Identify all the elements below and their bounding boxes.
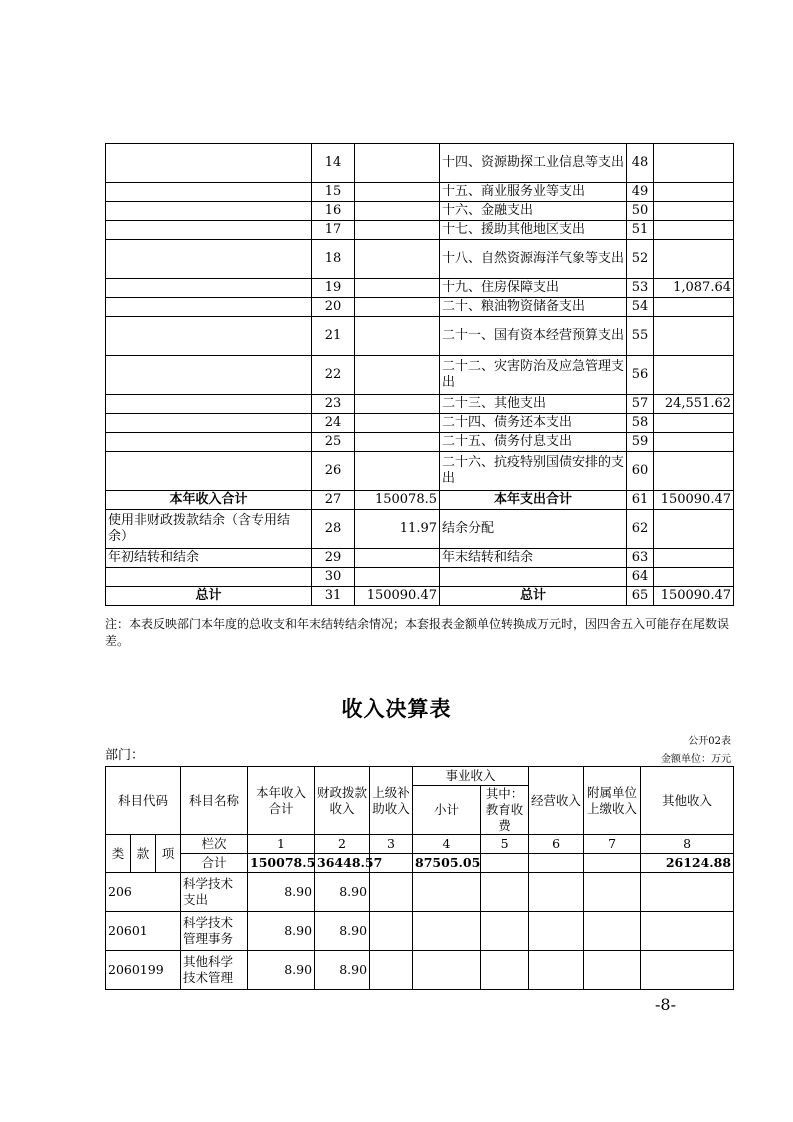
row-value: 8.90 bbox=[315, 873, 370, 912]
row-number: 53 bbox=[627, 279, 654, 298]
income-amount: 150090.47 bbox=[355, 587, 440, 606]
row-number: 29 bbox=[312, 549, 355, 568]
expense-amount: 150090.47 bbox=[654, 491, 734, 510]
expense-item: 二十、粮油物资储备支出 bbox=[440, 298, 627, 317]
expense-amount bbox=[654, 221, 734, 240]
row-value bbox=[641, 912, 734, 951]
income-amount bbox=[355, 395, 440, 414]
row-value bbox=[641, 951, 734, 990]
header-column-label: 栏次 bbox=[181, 835, 248, 854]
row-number: 52 bbox=[627, 240, 654, 279]
expense-item: 二十三、其他支出 bbox=[440, 395, 627, 414]
header-business-income: 事业收入 bbox=[413, 767, 529, 786]
row-number: 25 bbox=[312, 433, 355, 452]
income-amount bbox=[355, 452, 440, 491]
column-number: 3 bbox=[370, 835, 413, 854]
table-row bbox=[106, 221, 734, 240]
column-number: 4 bbox=[413, 835, 481, 854]
row-number: 20 bbox=[312, 298, 355, 317]
header-affiliated-income: 附属单位上缴收入 bbox=[584, 767, 641, 835]
row-value bbox=[641, 873, 734, 912]
row-value bbox=[370, 873, 413, 912]
expense-amount bbox=[654, 414, 734, 433]
table-row bbox=[106, 414, 734, 433]
header-code: 科目代码 bbox=[106, 767, 181, 835]
row-value bbox=[481, 912, 529, 951]
subject-name: 科学技术管理事务 bbox=[181, 912, 248, 951]
page-number: -8- bbox=[655, 995, 676, 1014]
expense-amount bbox=[654, 356, 734, 395]
row-value: 8.90 bbox=[248, 912, 315, 951]
expense-item: 十五、商业服务业等支出 bbox=[440, 183, 627, 202]
row-number: 22 bbox=[312, 356, 355, 395]
row-value bbox=[584, 873, 641, 912]
table-note: 注：本表反映部门本年度的总收支和年末结转结余情况；本套报表金额单位转换成万元时，因四舍五入可能存在尾数误差。 bbox=[105, 617, 730, 648]
expense-amount: 24,551.62 bbox=[654, 395, 734, 414]
row-value bbox=[529, 912, 584, 951]
income-item bbox=[106, 202, 312, 221]
subject-code: 2060199 bbox=[106, 951, 181, 990]
header-name: 科目名称 bbox=[181, 767, 248, 835]
header-total-income: 本年收入合计 bbox=[248, 767, 315, 835]
table-row bbox=[106, 183, 734, 202]
table-row bbox=[106, 587, 734, 606]
income-item bbox=[106, 395, 312, 414]
expense-item: 十六、金融支出 bbox=[440, 202, 627, 221]
income-amount bbox=[355, 144, 440, 183]
table-row bbox=[106, 395, 734, 414]
form-number: 公开02表 bbox=[688, 736, 731, 747]
income-amount: 11.97 bbox=[355, 510, 440, 549]
row-value bbox=[370, 912, 413, 951]
row-number: 19 bbox=[312, 279, 355, 298]
income-item bbox=[106, 221, 312, 240]
income-item bbox=[106, 568, 312, 587]
row-number: 56 bbox=[627, 356, 654, 395]
expense-amount: 150090.47 bbox=[654, 587, 734, 606]
income-expense-summary-table bbox=[105, 143, 734, 606]
row-value: 8.90 bbox=[248, 951, 315, 990]
header-kuan: 款 bbox=[131, 835, 156, 873]
row-value bbox=[413, 873, 481, 912]
row-number: 60 bbox=[627, 452, 654, 491]
total-value: 150078.5 bbox=[248, 854, 315, 873]
row-number: 58 bbox=[627, 414, 654, 433]
column-number: 1 bbox=[248, 835, 315, 854]
income-amount bbox=[355, 298, 440, 317]
row-number: 23 bbox=[312, 395, 355, 414]
header-row bbox=[106, 767, 734, 786]
income-item bbox=[106, 240, 312, 279]
row-number: 24 bbox=[312, 414, 355, 433]
expense-amount bbox=[654, 183, 734, 202]
table-row bbox=[106, 144, 734, 183]
income-amount bbox=[355, 221, 440, 240]
table-row bbox=[106, 951, 734, 990]
income-item bbox=[106, 298, 312, 317]
table-row bbox=[106, 510, 734, 549]
income-final-accounts-table bbox=[105, 766, 734, 990]
row-number: 64 bbox=[627, 568, 654, 587]
expense-amount bbox=[654, 568, 734, 587]
table-row bbox=[106, 873, 734, 912]
expense-amount bbox=[654, 433, 734, 452]
table-row bbox=[106, 491, 734, 510]
total-value bbox=[529, 854, 584, 873]
row-value: 8.90 bbox=[315, 912, 370, 951]
column-number: 6 bbox=[529, 835, 584, 854]
column-number: 5 bbox=[481, 835, 529, 854]
expense-amount: 1,087.64 bbox=[654, 279, 734, 298]
income-amount bbox=[355, 356, 440, 395]
row-value bbox=[481, 951, 529, 990]
income-amount bbox=[355, 433, 440, 452]
table-row bbox=[106, 240, 734, 279]
subject-code: 206 bbox=[106, 873, 181, 912]
income-item: 使用非财政拨款结余（含专用结余） bbox=[106, 510, 312, 549]
header-lei: 类 bbox=[106, 835, 131, 873]
table-row bbox=[106, 912, 734, 951]
row-number: 27 bbox=[312, 491, 355, 510]
income-item bbox=[106, 144, 312, 183]
row-value: 8.90 bbox=[315, 951, 370, 990]
row-number: 48 bbox=[627, 144, 654, 183]
income-amount bbox=[355, 202, 440, 221]
row-value bbox=[413, 951, 481, 990]
column-number: 8 bbox=[641, 835, 734, 854]
expense-item: 十九、住房保障支出 bbox=[440, 279, 627, 298]
row-number: 49 bbox=[627, 183, 654, 202]
row-value bbox=[529, 873, 584, 912]
table-row bbox=[106, 356, 734, 395]
expense-amount bbox=[654, 317, 734, 356]
income-amount bbox=[355, 183, 440, 202]
header-operating-income: 经营收入 bbox=[529, 767, 584, 835]
row-number: 51 bbox=[627, 221, 654, 240]
total-value: 87505.05 bbox=[413, 854, 481, 873]
row-number: 16 bbox=[312, 202, 355, 221]
table-row bbox=[106, 568, 734, 587]
expense-total-label: 本年支出合计 bbox=[440, 491, 627, 510]
header-education-fees: 其中：教育收费 bbox=[481, 786, 529, 835]
row-number: 63 bbox=[627, 549, 654, 568]
table-row bbox=[106, 549, 734, 568]
row-number: 30 bbox=[312, 568, 355, 587]
income-item bbox=[106, 183, 312, 202]
expense-item: 十七、援助其他地区支出 bbox=[440, 221, 627, 240]
income-amount bbox=[355, 414, 440, 433]
row-number: 17 bbox=[312, 221, 355, 240]
total-value bbox=[481, 854, 529, 873]
row-value bbox=[529, 951, 584, 990]
total-value bbox=[584, 854, 641, 873]
subject-code: 20601 bbox=[106, 912, 181, 951]
expense-item bbox=[440, 568, 627, 587]
header-superior-subsidy: 上级补助收入 bbox=[370, 767, 413, 835]
table-row bbox=[106, 298, 734, 317]
table-row bbox=[106, 433, 734, 452]
header-xiang: 项 bbox=[156, 835, 181, 873]
table-row bbox=[106, 279, 734, 298]
expense-item: 二十六、抗疫特别国债安排的支出 bbox=[440, 452, 627, 491]
unit-label: 金额单位：万元 bbox=[661, 754, 731, 765]
subject-name: 科学技术支出 bbox=[181, 873, 248, 912]
expense-amount bbox=[654, 202, 734, 221]
income-amount bbox=[355, 279, 440, 298]
expense-item: 结余分配 bbox=[440, 510, 627, 549]
table-row bbox=[106, 452, 734, 491]
expense-amount bbox=[654, 144, 734, 183]
income-amount bbox=[355, 240, 440, 279]
income-item bbox=[106, 414, 312, 433]
total-value: 36448.57 bbox=[315, 854, 370, 873]
page-title: 收入决算表 bbox=[341, 697, 452, 721]
expense-amount bbox=[654, 240, 734, 279]
expense-item: 二十四、债务还本支出 bbox=[440, 414, 627, 433]
row-number: 14 bbox=[312, 144, 355, 183]
row-value bbox=[584, 951, 641, 990]
grand-total-label: 总计 bbox=[106, 587, 312, 606]
column-number: 2 bbox=[315, 835, 370, 854]
expense-item: 年末结转和结余 bbox=[440, 549, 627, 568]
expense-amount bbox=[654, 549, 734, 568]
header-other-income: 其他收入 bbox=[641, 767, 734, 835]
expense-item: 十八、自然资源海洋气象等支出 bbox=[440, 240, 627, 279]
row-value: 8.90 bbox=[248, 873, 315, 912]
row-value bbox=[481, 873, 529, 912]
income-total-label: 本年收入合计 bbox=[106, 491, 312, 510]
row-number: 55 bbox=[627, 317, 654, 356]
department-label: 部门： bbox=[105, 748, 145, 763]
row-value bbox=[413, 912, 481, 951]
expense-item: 二十五、债务付息支出 bbox=[440, 433, 627, 452]
expense-item: 十四、资源勘探工业信息等支出 bbox=[440, 144, 627, 183]
expense-amount bbox=[654, 452, 734, 491]
row-number: 15 bbox=[312, 183, 355, 202]
row-number: 65 bbox=[627, 587, 654, 606]
grand-total-label: 总计 bbox=[440, 587, 627, 606]
row-number: 50 bbox=[627, 202, 654, 221]
row-number: 21 bbox=[312, 317, 355, 356]
column-number-row bbox=[106, 835, 734, 854]
income-amount bbox=[355, 549, 440, 568]
table-row bbox=[106, 202, 734, 221]
expense-item: 二十二、灾害防治及应急管理支出 bbox=[440, 356, 627, 395]
table-row bbox=[106, 317, 734, 356]
row-number: 62 bbox=[627, 510, 654, 549]
row-number: 28 bbox=[312, 510, 355, 549]
income-item bbox=[106, 317, 312, 356]
row-number: 54 bbox=[627, 298, 654, 317]
expense-item: 二十一、国有资本经营预算支出 bbox=[440, 317, 627, 356]
income-item bbox=[106, 279, 312, 298]
header-fiscal-allocation: 财政拨款收入 bbox=[315, 767, 370, 835]
column-number: 7 bbox=[584, 835, 641, 854]
total-label: 合计 bbox=[181, 854, 248, 873]
row-number: 57 bbox=[627, 395, 654, 414]
header-subtotal: 小计 bbox=[413, 786, 481, 835]
row-number: 18 bbox=[312, 240, 355, 279]
total-value: 26124.88 bbox=[641, 854, 734, 873]
row-number: 61 bbox=[627, 491, 654, 510]
expense-amount bbox=[654, 298, 734, 317]
income-item bbox=[106, 356, 312, 395]
total-row bbox=[106, 854, 734, 873]
income-item: 年初结转和结余 bbox=[106, 549, 312, 568]
income-item bbox=[106, 452, 312, 491]
row-value bbox=[370, 951, 413, 990]
row-number: 59 bbox=[627, 433, 654, 452]
row-value bbox=[584, 912, 641, 951]
income-amount bbox=[355, 568, 440, 587]
expense-amount bbox=[654, 510, 734, 549]
row-number: 31 bbox=[312, 587, 355, 606]
income-item bbox=[106, 433, 312, 452]
row-number: 26 bbox=[312, 452, 355, 491]
income-amount bbox=[355, 317, 440, 356]
subject-name: 其他科学技术管理 bbox=[181, 951, 248, 990]
income-amount: 150078.5 bbox=[355, 491, 440, 510]
